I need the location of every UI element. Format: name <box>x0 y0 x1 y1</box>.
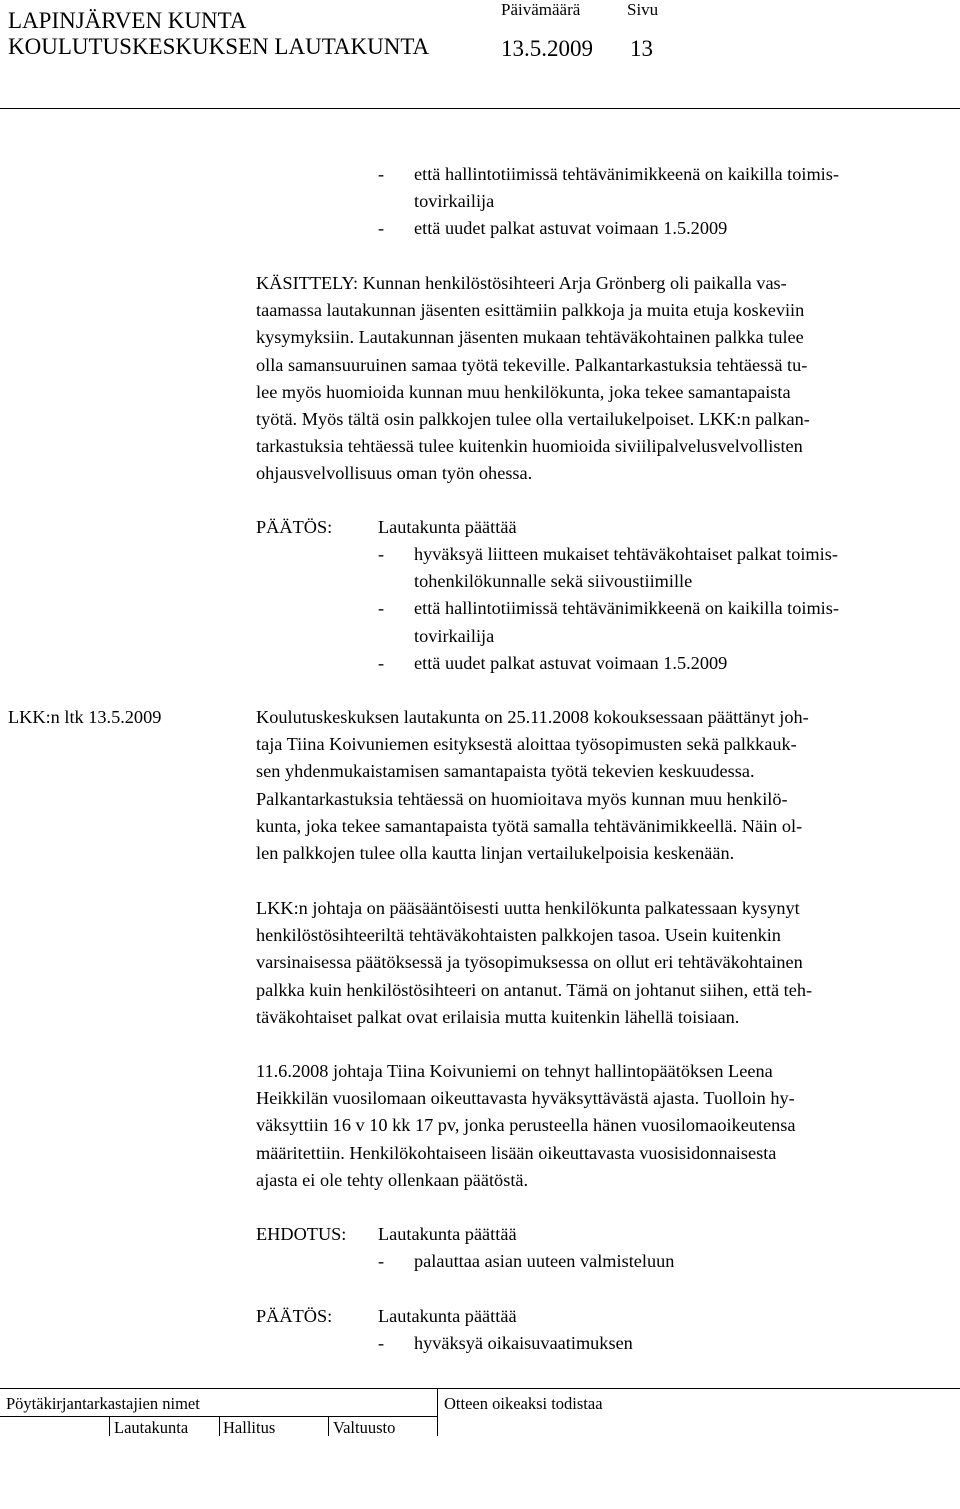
paatos-decision-item <box>378 595 839 622</box>
board-name: KOULUTUSKESKUKSEN LAUTAKUNTA <box>8 34 430 59</box>
continued-decision-list <box>378 161 839 243</box>
ehdotus-list <box>378 1248 674 1275</box>
paatos-decision-item-text: hyväksyä liitteen mukaiset tehtäväkohtaiset palkat toimis- <box>414 544 838 564</box>
paatos-2-decision-item <box>378 1330 633 1357</box>
page-number: 13 <box>630 36 653 61</box>
lkk-paragraph-2-line: henkilöstösihteeriltä tehtäväkohtaisten palkkojen tasoa. Usein kuitenkin <box>256 925 781 946</box>
lkk-paragraph-1-line: taja Tiina Koivuniemen esityksestä aloittaa työsopimusten sekä palkkauk- <box>256 734 797 755</box>
list-dash: - <box>378 1251 385 1271</box>
paatos-2-decision-item-text: hyväksyä oikaisuvaatimuksen <box>414 1333 633 1353</box>
paatos-decision-item-text: että hallintotiimissä tehtävänimikkeenä on kaikilla toimis- <box>414 598 839 619</box>
continued-decision-item <box>378 161 839 188</box>
list-dash: - <box>378 598 385 619</box>
list-dash: - <box>378 164 385 184</box>
footer-column-lautakunta: Lautakunta <box>114 1418 189 1437</box>
kasittely-line: ohjausvelvollisuus oman työn ohessa. <box>256 463 533 484</box>
paatos-label: PÄÄTÖS: <box>256 517 333 537</box>
footer-vertical-divider <box>437 1388 438 1436</box>
lkk-paragraph-2-line: varsinaisessa päätöksessä ja työsopimuksessa on ollut eri tehtäväkohtainen <box>256 952 803 973</box>
ehdotus-title: Lautakunta päättää <box>378 1224 517 1244</box>
paatos-title: Lautakunta päättää <box>378 517 517 537</box>
kasittely-line: työtä. Myös tältä osin palkkojen tulee olla vertailukelpoiset. LKK:n palkan- <box>256 409 810 430</box>
footer-col-divider-1 <box>109 1416 110 1436</box>
paatos-2-title: Lautakunta päättää <box>378 1306 517 1326</box>
inspectors-label: Pöytäkirjantarkastajien nimet <box>6 1394 200 1413</box>
kasittely-paragraph <box>256 270 810 488</box>
lkk-paragraph-3-line: 11.6.2008 johtaja Tiina Koivuniemi on tehnyt hallintopäätöksen Leena <box>256 1061 773 1081</box>
paatos-decision-item <box>378 541 839 568</box>
signature-footer <box>0 1388 960 1509</box>
kasittely-line: olla samansuuruinen samaa työtä tekeville. Palkantarkastuksia tehtäessä tu- <box>256 354 808 375</box>
date-label: Päivämäärä <box>501 0 581 19</box>
footer-divider <box>0 1388 960 1389</box>
list-dash: - <box>378 1333 385 1353</box>
paatos-2-label: PÄÄTÖS: <box>256 1306 333 1326</box>
lkk-paragraph-2 <box>256 895 812 1031</box>
lkk-section-label: LKK:n ltk 13.5.2009 <box>8 707 162 727</box>
lkk-paragraph-1-line: Koulutuskeskuksen lautakunta on 25.11.2008 kokouksessaan päättänyt joh- <box>256 707 809 727</box>
lkk-paragraph-3-line: määritettiin. Henkilökohtaiseen lisään oikeuttavasta vuosisidonnaisesta <box>256 1142 777 1163</box>
certify-label: Otteen oikeaksi todistaa <box>444 1394 603 1413</box>
list-dash: - <box>378 544 385 564</box>
lkk-paragraph-2-line: palkka kuin henkilöstösihteeri on antanut. Tämä on johtanut siihen, että teh- <box>256 979 813 1000</box>
list-dash: - <box>378 218 385 239</box>
ehdotus-decision-item <box>378 1248 674 1275</box>
lkk-paragraph-2-line: LKK:n johtaja on pääsääntöisesti uutta henkilökunta palkatessaan kysynyt <box>256 898 800 918</box>
lkk-paragraph-1 <box>256 704 809 867</box>
lkk-paragraph-2-line: täväkohtaiset palkat ovat erilaisia mutta kuitenkin lähellä toisiaan. <box>256 1006 740 1027</box>
paatos-decision-list <box>378 541 839 677</box>
kasittely-line: KÄSITTELY: Kunnan henkilöstösihteeri Arja Grönberg oli paikalla vas- <box>256 273 787 293</box>
footer-col-divider-2 <box>219 1416 220 1436</box>
paatos-decision-item-text: että uudet palkat astuvat voimaan 1.5.2009 <box>414 652 728 673</box>
paatos-decision-item-continuation: tovirkailija <box>414 625 495 646</box>
kasittely-line: tarkastuksia tehtäessä tulee kuitenkin huomioida siviilipalvelusvelvollisten <box>256 436 803 457</box>
ehdotus-label: EHDOTUS: <box>256 1224 347 1244</box>
kasittely-line: lee myös huomioida kunnan muu henkilökunta, joka tekee samantapaista <box>256 381 791 402</box>
footer-column-hallitus: Hallitus <box>223 1418 276 1437</box>
kasittely-line: taamassa lautakunnan jäsenten esittämiin palkkoja ja muita etuja koskeviin <box>256 300 805 321</box>
lkk-paragraph-1-line: sen yhdenmukaistamisen samantapaista työtä tekevien keskuudessa. <box>256 761 755 782</box>
continued-decision-item-text: että uudet palkat astuvat voimaan 1.5.2009 <box>414 218 728 239</box>
lkk-paragraph-1-line: len palkkojen tulee olla kautta linjan vertailukelpoisia keskenään. <box>256 843 735 864</box>
lkk-paragraph-3 <box>256 1058 796 1194</box>
municipality-name: LAPINJÄRVEN KUNTA <box>8 8 247 33</box>
page-label: Sivu <box>627 0 659 19</box>
kasittely-line: kysymyksiin. Lautakunnan jäsenten mukaan tehtäväkohtainen palkka tulee <box>256 327 804 348</box>
paatos-2-list <box>378 1330 633 1357</box>
continued-decision-item <box>378 215 839 242</box>
lkk-paragraph-1-line: Palkantarkastuksia tehtäessä on huomioitava myös kunnan muu henkilö- <box>256 788 788 809</box>
header-divider <box>0 108 960 109</box>
list-dash: - <box>378 652 385 673</box>
lkk-paragraph-3-line: väksyttiin 16 v 10 kk 17 pv, jonka perusteella hänen vuosilomaoikeutensa <box>256 1115 796 1136</box>
footer-column-valtuusto: Valtuusto <box>333 1418 396 1437</box>
lkk-paragraph-3-line: Heikkilän vuosilomaan oikeuttavasta hyväksyttävästä ajasta. Tuolloin hy- <box>256 1088 795 1109</box>
lkk-paragraph-1-line: kunta, joka tekee samantapaista työtä samalla tehtävänimikkeellä. Näin ol- <box>256 815 803 836</box>
paatos-decision-item <box>378 650 839 677</box>
meeting-date: 13.5.2009 <box>501 36 593 61</box>
lkk-paragraph-3-line: ajasta ei ole tehty ollenkaan päätöstä. <box>256 1169 529 1190</box>
footer-col-divider-3 <box>328 1416 329 1436</box>
ehdotus-decision-item-text: palauttaa asian uuteen valmisteluun <box>414 1251 675 1271</box>
paatos-decision-item-continuation: tohenkilökunnalle sekä siivoustiimille <box>414 571 693 592</box>
header-left <box>8 8 429 60</box>
continued-decision-item-text: että hallintotiimissä tehtävänimikkeenä on kaikilla toimis- <box>414 164 839 184</box>
continued-decision-item-continuation: tovirkailija <box>414 191 495 212</box>
